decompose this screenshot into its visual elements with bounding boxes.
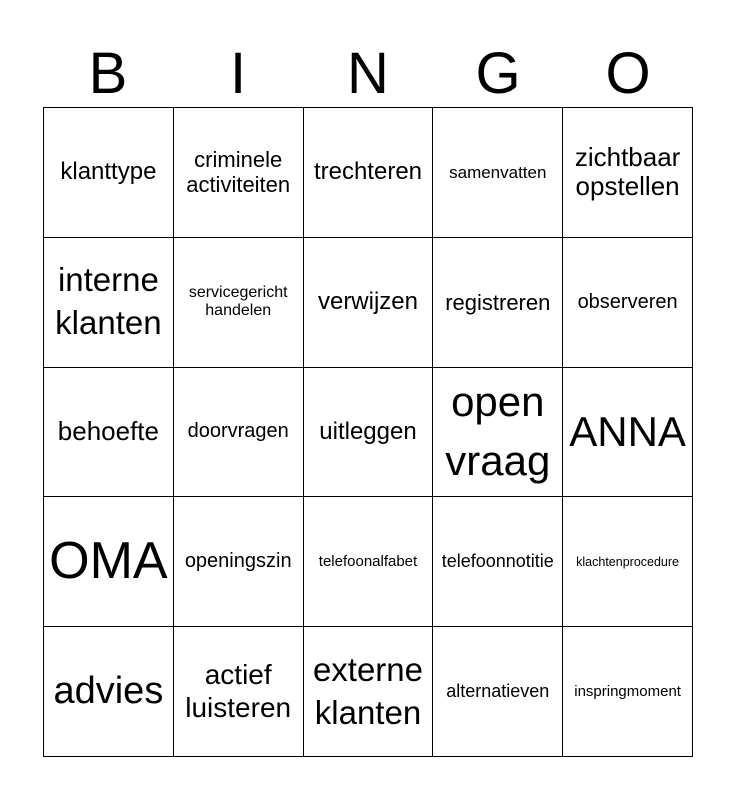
- header-letter-g: G: [475, 41, 521, 106]
- bingo-cell[interactable]: [304, 238, 434, 368]
- bingo-cell[interactable]: [44, 108, 174, 238]
- cell-text: criminele activiteiten: [186, 147, 291, 198]
- bingo-cell[interactable]: [304, 497, 434, 627]
- bingo-cell[interactable]: [44, 497, 174, 627]
- cell-text: servicegericht handelen: [188, 283, 288, 320]
- bingo-cell[interactable]: [304, 368, 434, 498]
- cell-text: externe klanten: [312, 650, 424, 731]
- header-letter-o: O: [605, 41, 651, 106]
- cell-text: inspringmoment: [574, 682, 681, 700]
- bingo-cell[interactable]: [174, 368, 304, 498]
- bingo-cell[interactable]: [433, 108, 563, 238]
- cell-text: openingszin: [184, 550, 292, 573]
- bingo-cell[interactable]: [174, 108, 304, 238]
- cell-text: behoefte: [57, 416, 159, 447]
- bingo-cell[interactable]: [433, 497, 563, 627]
- cell-text: telefoonnotitie: [441, 551, 554, 572]
- cell-text: zichtbaar opstellen: [574, 141, 681, 202]
- bingo-cell[interactable]: [44, 627, 174, 757]
- cell-text: klachtenprocedure: [576, 554, 680, 569]
- cell-text: advies: [53, 669, 164, 712]
- cell-text: uitleggen: [319, 417, 417, 445]
- bingo-cell[interactable]: [563, 238, 693, 368]
- bingo-cell[interactable]: [563, 368, 693, 498]
- bingo-cell[interactable]: [563, 627, 693, 757]
- cell-text: observeren: [577, 290, 678, 313]
- header-letter-i: I: [229, 41, 247, 106]
- bingo-cell[interactable]: [304, 108, 434, 238]
- cell-text: klanttype: [60, 158, 157, 185]
- bingo-header: [43, 40, 693, 108]
- bingo-cell[interactable]: [174, 627, 304, 757]
- cell-text: alternatieven: [446, 681, 550, 702]
- cell-text: registreren: [445, 289, 551, 315]
- bingo-cell[interactable]: [433, 238, 563, 368]
- bingo-cell[interactable]: [433, 627, 563, 757]
- cell-text: OMA: [49, 531, 168, 590]
- bingo-cell[interactable]: [304, 627, 434, 757]
- bingo-cell[interactable]: [563, 497, 693, 627]
- bingo-cell[interactable]: [174, 497, 304, 627]
- bingo-cell[interactable]: [433, 368, 563, 498]
- header-letter-n: N: [347, 41, 389, 106]
- bingo-cell[interactable]: [563, 108, 693, 238]
- cell-text: interne klanten: [55, 261, 162, 342]
- cell-text: verwijzen: [317, 287, 418, 315]
- header-letter-b: B: [88, 41, 128, 106]
- cell-text: samenvatten: [449, 162, 547, 182]
- cell-text: open vraag: [445, 378, 551, 484]
- cell-text: actief luisteren: [185, 659, 292, 723]
- bingo-cell[interactable]: [174, 238, 304, 368]
- bingo-grid: [43, 107, 693, 757]
- cell-text: telefoonalfabet: [318, 553, 418, 571]
- bingo-cell[interactable]: [44, 238, 174, 368]
- cell-text: ANNA: [569, 407, 686, 455]
- cell-text: doorvragen: [187, 420, 289, 443]
- cell-text: trechteren: [313, 158, 423, 185]
- bingo-cell[interactable]: [44, 368, 174, 498]
